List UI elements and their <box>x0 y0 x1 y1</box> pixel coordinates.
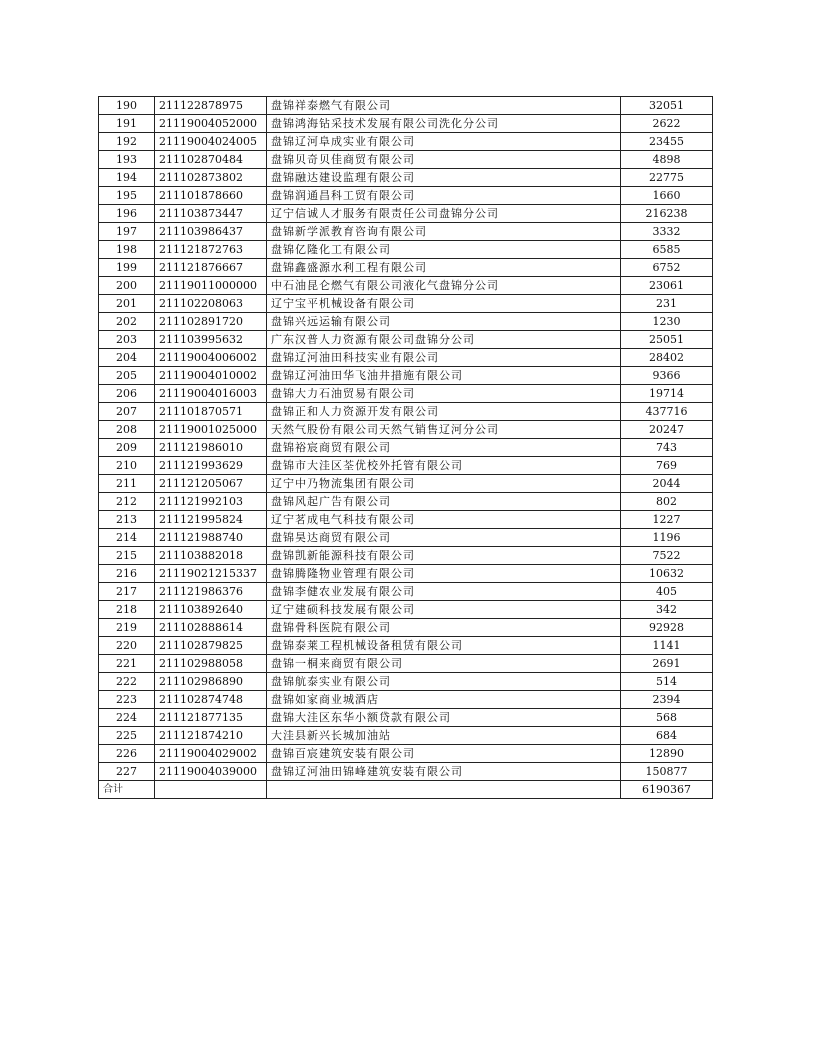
amount-value: 12890 <box>621 745 713 763</box>
amount-value: 1196 <box>621 529 713 547</box>
total-empty-cell <box>267 781 621 799</box>
row-number: 199 <box>99 259 155 277</box>
amount-value: 20247 <box>621 421 713 439</box>
table-row <box>99 277 713 295</box>
taxpayer-code: 211102208063 <box>155 295 267 313</box>
taxpayer-code: 211121874210 <box>155 727 267 745</box>
company-name: 大洼县新兴长城加油站 <box>267 727 621 745</box>
row-number: 196 <box>99 205 155 223</box>
row-number: 210 <box>99 457 155 475</box>
taxpayer-code: 211103986437 <box>155 223 267 241</box>
row-number: 220 <box>99 637 155 655</box>
row-number: 192 <box>99 133 155 151</box>
table-row <box>99 133 713 151</box>
taxpayer-code: 211121992103 <box>155 493 267 511</box>
taxpayer-code: 211102874748 <box>155 691 267 709</box>
table-row <box>99 223 713 241</box>
table-row <box>99 97 713 115</box>
company-name: 盘锦大洼区东华小额贷款有限公司 <box>267 709 621 727</box>
taxpayer-code: 211121993629 <box>155 457 267 475</box>
company-name: 中石油昆仑燃气有限公司液化气盘锦分公司 <box>267 277 621 295</box>
table-row <box>99 763 713 781</box>
table-row <box>99 205 713 223</box>
taxpayer-code: 21119004024005 <box>155 133 267 151</box>
company-name: 盘锦泰莱工程机械设备租赁有限公司 <box>267 637 621 655</box>
company-name: 盘锦骨科医院有限公司 <box>267 619 621 637</box>
row-number: 218 <box>99 601 155 619</box>
row-number: 209 <box>99 439 155 457</box>
amount-value: 1141 <box>621 637 713 655</box>
amount-value: 19714 <box>621 385 713 403</box>
table-row <box>99 439 713 457</box>
amount-value: 342 <box>621 601 713 619</box>
table-row <box>99 547 713 565</box>
company-name: 辽宁建硕科技发展有限公司 <box>267 601 621 619</box>
taxpayer-code: 211102870484 <box>155 151 267 169</box>
taxpayer-code: 21119001025000 <box>155 421 267 439</box>
amount-value: 2622 <box>621 115 713 133</box>
table-row <box>99 259 713 277</box>
table-row <box>99 475 713 493</box>
amount-value: 6752 <box>621 259 713 277</box>
taxpayer-code: 211103892640 <box>155 601 267 619</box>
company-name: 盘锦昊达商贸有限公司 <box>267 529 621 547</box>
company-name: 辽宁宝平机械设备有限公司 <box>267 295 621 313</box>
company-name: 天然气股份有限公司天然气销售辽河分公司 <box>267 421 621 439</box>
taxpayer-code: 211102879825 <box>155 637 267 655</box>
taxpayer-code: 21119004016003 <box>155 385 267 403</box>
table-row <box>99 565 713 583</box>
row-number: 204 <box>99 349 155 367</box>
row-number: 215 <box>99 547 155 565</box>
taxpayer-code: 211102986890 <box>155 673 267 691</box>
amount-value: 405 <box>621 583 713 601</box>
table-row <box>99 691 713 709</box>
company-name: 盘锦润通昌科工贸有限公司 <box>267 187 621 205</box>
company-name: 盘锦兴远运输有限公司 <box>267 313 621 331</box>
row-number: 216 <box>99 565 155 583</box>
row-number: 193 <box>99 151 155 169</box>
company-name: 盘锦鸿海钻采技术发展有限公司洗化分公司 <box>267 115 621 133</box>
company-name: 盘锦航泰实业有限公司 <box>267 673 621 691</box>
amount-value: 514 <box>621 673 713 691</box>
row-number: 206 <box>99 385 155 403</box>
amount-value: 684 <box>621 727 713 745</box>
table-row <box>99 151 713 169</box>
company-name: 盘锦新学派教育咨询有限公司 <box>267 223 621 241</box>
company-name: 盘锦大力石油贸易有限公司 <box>267 385 621 403</box>
amount-value: 231 <box>621 295 713 313</box>
company-name: 盘锦如家商业城酒店 <box>267 691 621 709</box>
company-name: 盘锦辽河油田华飞油井措施有限公司 <box>267 367 621 385</box>
taxpayer-code: 21119004029002 <box>155 745 267 763</box>
amount-value: 2691 <box>621 655 713 673</box>
amount-value: 4898 <box>621 151 713 169</box>
table-body <box>99 97 713 799</box>
taxpayer-code: 21119011000000 <box>155 277 267 295</box>
company-name: 盘锦贝奇贝佳商贸有限公司 <box>267 151 621 169</box>
row-number: 205 <box>99 367 155 385</box>
taxpayer-code: 211103882018 <box>155 547 267 565</box>
row-number: 202 <box>99 313 155 331</box>
amount-value: 2044 <box>621 475 713 493</box>
company-name: 盘锦辽河油田科技实业有限公司 <box>267 349 621 367</box>
row-number: 191 <box>99 115 155 133</box>
amount-value: 23455 <box>621 133 713 151</box>
taxpayer-code: 211121986010 <box>155 439 267 457</box>
row-number: 221 <box>99 655 155 673</box>
row-number: 217 <box>99 583 155 601</box>
amount-value: 568 <box>621 709 713 727</box>
row-number: 226 <box>99 745 155 763</box>
row-number: 223 <box>99 691 155 709</box>
company-name: 盘锦裕宸商贸有限公司 <box>267 439 621 457</box>
table-row <box>99 331 713 349</box>
company-name: 盘锦凯新能源科技有限公司 <box>267 547 621 565</box>
table-row <box>99 421 713 439</box>
table-row <box>99 619 713 637</box>
table-row <box>99 493 713 511</box>
company-name: 盘锦百宸建筑安装有限公司 <box>267 745 621 763</box>
row-number: 222 <box>99 673 155 691</box>
table-row <box>99 403 713 421</box>
taxpayer-code: 211103873447 <box>155 205 267 223</box>
taxpayer-code: 211102888614 <box>155 619 267 637</box>
amount-value: 9366 <box>621 367 713 385</box>
taxpayer-code: 211121988740 <box>155 529 267 547</box>
row-number: 203 <box>99 331 155 349</box>
amount-value: 10632 <box>621 565 713 583</box>
amount-value: 150877 <box>621 763 713 781</box>
taxpayer-code: 211122878975 <box>155 97 267 115</box>
table-row <box>99 367 713 385</box>
company-name: 盘锦正和人力资源开发有限公司 <box>267 403 621 421</box>
company-name: 盘锦风起广告有限公司 <box>267 493 621 511</box>
row-number: 225 <box>99 727 155 745</box>
total-row <box>99 781 713 799</box>
table-row <box>99 673 713 691</box>
taxpayer-code: 211102891720 <box>155 313 267 331</box>
company-name: 盘锦鑫盛源水利工程有限公司 <box>267 259 621 277</box>
table-row <box>99 727 713 745</box>
company-name: 盘锦辽河油田锦峰建筑安装有限公司 <box>267 763 621 781</box>
table-row <box>99 457 713 475</box>
row-number: 219 <box>99 619 155 637</box>
taxpayer-code: 211121877135 <box>155 709 267 727</box>
row-number: 224 <box>99 709 155 727</box>
company-name: 盘锦祥泰燃气有限公司 <box>267 97 621 115</box>
table-row <box>99 169 713 187</box>
total-empty-cell <box>155 781 267 799</box>
row-number: 195 <box>99 187 155 205</box>
taxpayer-code: 211121872763 <box>155 241 267 259</box>
company-name: 盘锦辽河阜成实业有限公司 <box>267 133 621 151</box>
amount-value: 1660 <box>621 187 713 205</box>
amount-value: 22775 <box>621 169 713 187</box>
row-number: 197 <box>99 223 155 241</box>
company-name: 盘锦市大洼区荃优校外托管有限公司 <box>267 457 621 475</box>
taxpayer-code: 211101870571 <box>155 403 267 421</box>
table-row <box>99 655 713 673</box>
amount-value: 7522 <box>621 547 713 565</box>
table-row <box>99 349 713 367</box>
company-name: 盘锦一桐来商贸有限公司 <box>267 655 621 673</box>
amount-value: 23061 <box>621 277 713 295</box>
taxpayer-code: 211102873802 <box>155 169 267 187</box>
table-row <box>99 709 713 727</box>
table-row <box>99 187 713 205</box>
amount-value: 216238 <box>621 205 713 223</box>
amount-value: 769 <box>621 457 713 475</box>
row-number: 194 <box>99 169 155 187</box>
table-row <box>99 115 713 133</box>
taxpayer-code: 211121876667 <box>155 259 267 277</box>
amount-value: 743 <box>621 439 713 457</box>
taxpayer-code: 211121995824 <box>155 511 267 529</box>
payment-table <box>98 96 713 799</box>
company-name: 盘锦李健农业发展有限公司 <box>267 583 621 601</box>
amount-value: 32051 <box>621 97 713 115</box>
row-number: 214 <box>99 529 155 547</box>
total-amount: 6190367 <box>621 781 713 799</box>
taxpayer-code: 21119004039000 <box>155 763 267 781</box>
taxpayer-code: 21119021215337 <box>155 565 267 583</box>
company-name: 辽宁中乃物流集团有限公司 <box>267 475 621 493</box>
taxpayer-code: 21119004052000 <box>155 115 267 133</box>
row-number: 201 <box>99 295 155 313</box>
taxpayer-code: 211121986376 <box>155 583 267 601</box>
amount-value: 25051 <box>621 331 713 349</box>
company-name: 盘锦腾隆物业管理有限公司 <box>267 565 621 583</box>
taxpayer-code: 211103995632 <box>155 331 267 349</box>
amount-value: 92928 <box>621 619 713 637</box>
table-row <box>99 745 713 763</box>
company-name: 广东汉普人力资源有限公司盘锦分公司 <box>267 331 621 349</box>
taxpayer-code: 211101878660 <box>155 187 267 205</box>
amount-value: 437716 <box>621 403 713 421</box>
table-row <box>99 313 713 331</box>
company-name: 辽宁茗成电气科技有限公司 <box>267 511 621 529</box>
amount-value: 1230 <box>621 313 713 331</box>
row-number: 200 <box>99 277 155 295</box>
table-row <box>99 295 713 313</box>
amount-value: 2394 <box>621 691 713 709</box>
table-row <box>99 241 713 259</box>
row-number: 212 <box>99 493 155 511</box>
taxpayer-code: 211121205067 <box>155 475 267 493</box>
amount-value: 6585 <box>621 241 713 259</box>
row-number: 198 <box>99 241 155 259</box>
amount-value: 3332 <box>621 223 713 241</box>
row-number: 211 <box>99 475 155 493</box>
company-name: 盘锦亿隆化工有限公司 <box>267 241 621 259</box>
total-label: 合计 <box>99 781 155 799</box>
company-name: 辽宁信诚人才服务有限责任公司盘锦分公司 <box>267 205 621 223</box>
row-number: 227 <box>99 763 155 781</box>
taxpayer-code: 21119004010002 <box>155 367 267 385</box>
company-name: 盘锦融达建设监理有限公司 <box>267 169 621 187</box>
table-row <box>99 637 713 655</box>
table-row <box>99 529 713 547</box>
table-row <box>99 583 713 601</box>
amount-value: 28402 <box>621 349 713 367</box>
row-number: 207 <box>99 403 155 421</box>
taxpayer-code: 211102988058 <box>155 655 267 673</box>
row-number: 213 <box>99 511 155 529</box>
taxpayer-code: 21119004006002 <box>155 349 267 367</box>
table-row <box>99 601 713 619</box>
table-row <box>99 385 713 403</box>
row-number: 208 <box>99 421 155 439</box>
amount-value: 802 <box>621 493 713 511</box>
amount-value: 1227 <box>621 511 713 529</box>
row-number: 190 <box>99 97 155 115</box>
table-row <box>99 511 713 529</box>
